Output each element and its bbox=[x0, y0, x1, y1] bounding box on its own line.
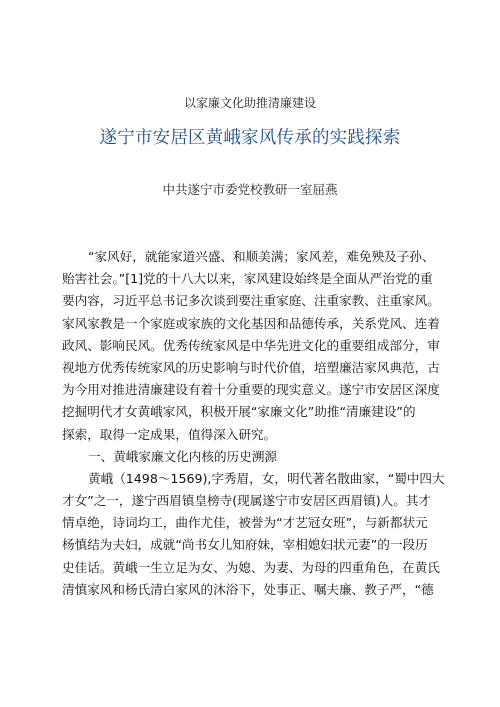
document-subtitle: 以家廉文化助推清廉建设 bbox=[183, 96, 316, 110]
paragraph-line: 家风家教是一个家庭或家族的文化基因和品德传承，关系党风、连着 bbox=[62, 315, 440, 331]
paragraph-line: 视地方优秀传统家风的历史影响与时代价值，培塑廉洁家风典范，古 bbox=[62, 359, 440, 375]
paragraph-line: 为今用对推进清廉建设有着十分重要的现实意义。遂宁市安居区深度 bbox=[62, 382, 440, 398]
paragraph-line: “家风好，就能家道兴盛、和顺美满；家风差，难免殃及子孙、 bbox=[88, 249, 435, 264]
document-author: 中共遂宁市委党校教研一室屈燕 bbox=[162, 182, 338, 197]
paragraph-line: 杨慎结为夫妇，成就“尚书女儿知府妹，宰相媳妇状元妻”的一段历 bbox=[62, 537, 428, 553]
section-heading: 一、黄峨家廉文化内核的历史溯源 bbox=[88, 448, 277, 464]
paragraph-line: 清慎家风和杨氏清白家风的沐浴下，处事正、嘱夫廉、教子严，“德 bbox=[62, 581, 434, 597]
paragraph-line: 挖掘明代才女黄峨家风，积极开展“家廉文化”助推“清廉建设”的 bbox=[62, 404, 416, 420]
paragraph-line: 政风、影响民风。优秀传统家风是中华先进文化的重要组成部分，审 bbox=[62, 337, 440, 353]
paragraph-line: 贻害社会。”[1]党的十八大以来，家风建设始终是全面从严治党的重 bbox=[62, 271, 433, 287]
paragraph-line: 才女”之一，遂宁西眉镇皇榜寺(现属遂宁市安居区西眉镇)人。其才 bbox=[62, 493, 431, 509]
paragraph-line: 情卓绝，诗词均工，曲作尤佳，被誉为“才艺冠女班”，与新都状元 bbox=[62, 515, 428, 531]
paragraph-line: 黄峨（1498～1569),字秀眉，女，明代著名散曲家，“蜀中四大 bbox=[88, 470, 445, 486]
document-title: 遂宁市安居区黄峨家风传承的实践探索 bbox=[99, 128, 401, 148]
paragraph-line: 史佳话。黄峨一生立足为女、为媳、为妻、为母的四重角色，在黄氏 bbox=[62, 559, 440, 575]
paragraph-line: 探索，取得一定成果，值得深入研究。 bbox=[62, 426, 277, 442]
paragraph-line: 要内容，习近平总书记多次谈到要注重家庭、注重家教、注重家风。 bbox=[62, 293, 440, 309]
document-body bbox=[62, 246, 454, 601]
